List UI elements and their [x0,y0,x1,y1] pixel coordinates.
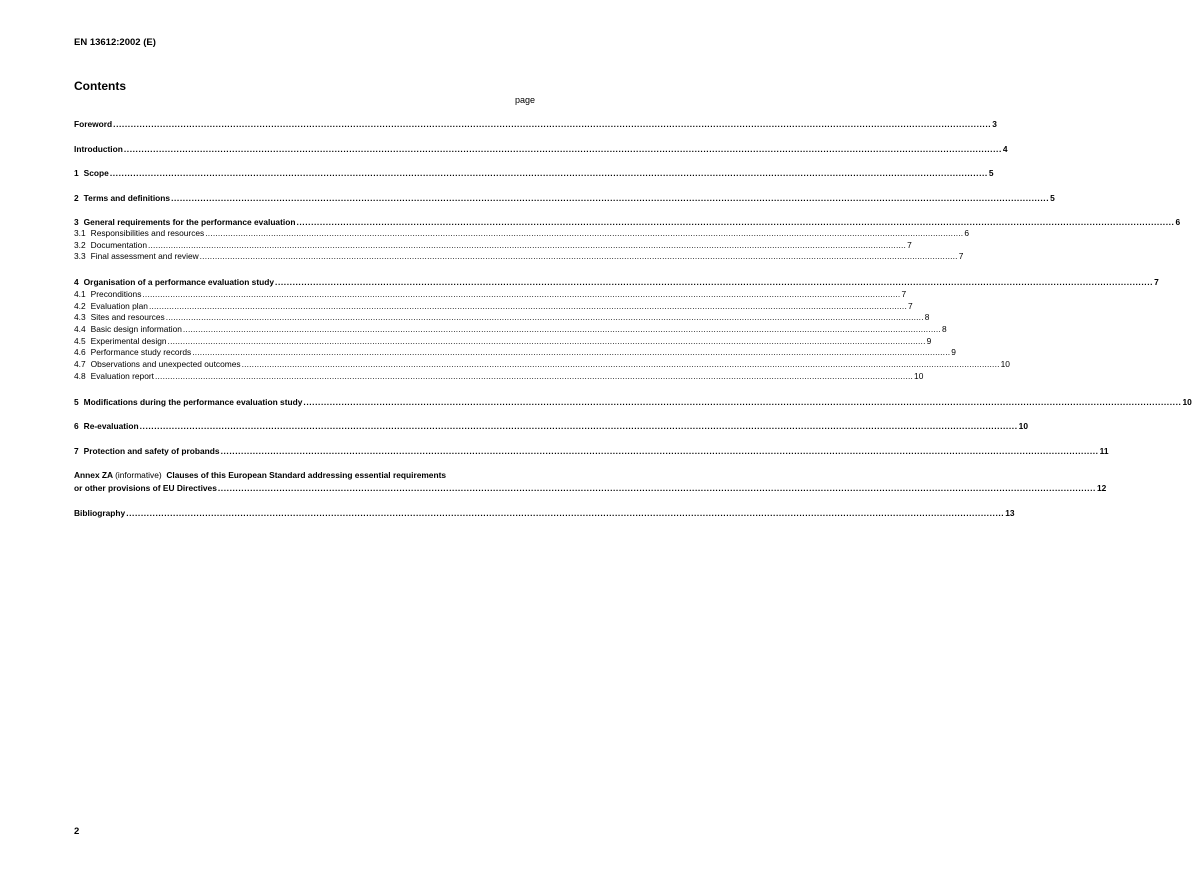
toc-page: 5 [988,168,994,178]
toc-leader: ............................................................................................................................................................................................................................................................................................................ [113,119,992,129]
toc-entry-4-5[interactable] [74,336,932,346]
toc-page: 5 [1050,193,1055,203]
toc-leader: ............................................................................................................................................................................................................................................................................................................ [182,324,941,334]
toc-page: 6 [964,228,969,238]
toc-leader: ............................................................................................................................................................................................................................................................................................................ [296,217,1175,227]
toc-title: Terms and definitions [83,193,171,203]
annex-informative: (informative) [115,470,162,480]
toc-title: Evaluation report [90,371,154,381]
toc-title: Scope [83,168,109,178]
toc-entry-4-6[interactable] [74,347,956,357]
toc-number: 5 [74,397,79,407]
toc-leader: ............................................................................................................................................................................................................................................................................................................ [167,336,926,346]
annex-label: Annex ZA [74,470,113,480]
toc-page: 7 [908,301,913,311]
toc-leader: ............................................................................................................................................................................................................................................................................................................ [171,193,1050,203]
toc-entry-4-3[interactable] [74,312,930,322]
toc-title: Modifications during the performance evaluation study [83,397,303,407]
toc-title: Protection and safety of probands [83,446,220,456]
toc-number: 3.1 [74,228,86,238]
toc-page: 7 [1154,277,1159,287]
toc-page: 10 [1018,421,1028,431]
toc-entry-4-2[interactable] [74,301,913,311]
toc-entry-bibliography[interactable] [74,508,1015,518]
toc-leader: ............................................................................................................................................................................................................................................................................................................ [199,251,958,261]
toc-number: 3 [74,217,79,227]
toc-entry-7[interactable] [74,446,1109,456]
toc-entry-4-8[interactable] [74,371,924,381]
toc-leader: ............................................................................................................................................................................................................................................................................................................ [165,312,924,322]
toc-page: 12 [1096,483,1107,493]
toc-title: Re-evaluation [83,421,139,431]
toc-title: Evaluation plan [90,301,148,311]
toc-number: 4.5 [74,336,86,346]
toc-page: 10 [914,371,924,381]
toc-page: 3 [992,119,997,129]
toc-entry-4[interactable] [74,277,1159,287]
toc-entry-3-3[interactable] [74,251,964,261]
toc-title: Basic design information [90,324,182,334]
toc-number: 6 [74,421,79,431]
toc-title: Sites and resources [90,312,165,322]
toc-title: Final assessment and review [90,251,199,261]
toc-title: Documentation [90,240,147,250]
toc-leader: ............................................................................................................................................................................................................................................................................................................ [123,144,1002,154]
toc-number: 3.2 [74,240,86,250]
toc-entry-3-1[interactable] [74,228,969,238]
toc-number: 1 [74,168,79,178]
toc-number: 3.3 [74,251,86,261]
toc-entry-2[interactable] [74,193,1055,203]
toc-entry-6[interactable] [74,421,1028,431]
toc-title: Observations and unexpected outcomes [90,359,241,369]
toc-leader: ............................................................................................................................................................................................................................................................................................................ [142,289,901,299]
toc-entry-4-4[interactable] [74,324,947,334]
annex-title-line1: Clauses of this European Standard addressing essential requirements [166,470,447,480]
toc-entry-introduction[interactable] [74,144,1008,154]
toc-entry-1[interactable] [74,168,994,178]
toc-entry-foreword[interactable] [74,119,997,129]
toc-title: Performance study records [90,347,192,357]
toc-leader: ............................................................................................................................................................................................................................................................................................................ [139,421,1018,431]
toc-number: 4.3 [74,312,86,322]
toc-page: 6 [1175,217,1181,227]
toc-page: 11 [1099,446,1109,456]
toc-leader: ............................................................................................................................................................................................................................................................................................................ [303,397,1182,407]
toc-leader: ............................................................................................................................................................................................................................................................................................................ [148,240,907,250]
toc-title: Foreword [74,119,113,129]
annex-title-line2: or other provisions of EU Directives [74,483,217,493]
toc-leader: ............................................................................................................................................................................................................................................................................................................ [148,301,907,311]
toc-entry-3-2[interactable] [74,240,912,250]
document-id: EN 13612:2002 (E) [74,37,156,48]
page-number: 2 [74,826,80,837]
toc-leader: ............................................................................................................................................................................................................................................................................................................ [241,359,1000,369]
toc-page: 10 [1182,397,1192,407]
toc-number: 4.2 [74,301,86,311]
toc-title: Preconditions [90,289,142,299]
toc-leader: ............................................................................................................................................................................................................................................................................................................ [220,446,1099,456]
toc-leader: ............................................................................................................................................................................................................................................................................................................ [154,371,914,381]
toc-number: 7 [74,446,79,456]
toc-page: 9 [926,336,932,346]
toc-entry-4-1[interactable] [74,289,907,299]
toc-entry-annex-za[interactable] [74,483,1107,493]
toc-title: Introduction [74,144,123,154]
toc-number: 4.4 [74,324,86,334]
toc-title: General requirements for the performance evaluation [83,217,296,227]
toc-page: 7 [901,289,907,299]
toc-page: 9 [951,347,956,357]
toc-title: Bibliography [74,508,126,518]
toc-page: 7 [907,240,912,250]
toc-number: 4.8 [74,371,86,381]
toc-entry-4-7[interactable] [74,359,1010,369]
toc-entry-annex-za-line1[interactable] [74,470,545,480]
toc-leader: ............................................................................................................................................................................................................................................................................................................ [217,483,1096,493]
toc-page: 7 [958,251,964,261]
page-column-label: page [515,95,536,105]
toc-leader: ............................................................................................................................................................................................................................................................................................................ [275,277,1154,287]
toc-number: 4 [74,277,79,287]
toc-number: 2 [74,193,79,203]
contents-title: Contents [74,79,126,93]
toc-page: 10 [1000,359,1010,369]
toc-title: Experimental design [90,336,167,346]
toc-number: 4.6 [74,347,86,357]
toc-leader: ............................................................................................................................................................................................................................................................................................................ [109,168,988,178]
toc-title: Responsibilities and resources [90,228,205,238]
toc-number: 4.1 [74,289,86,299]
toc-number: 4.7 [74,359,86,369]
toc-entry-5[interactable] [74,397,1192,407]
toc-leader: ............................................................................................................................................................................................................................................................................................................ [192,347,951,357]
toc-leader: ............................................................................................................................................................................................................................................................................................................ [126,508,1005,518]
toc-page: 8 [924,312,930,322]
toc-entry-3[interactable] [74,217,1181,227]
toc-title: Organisation of a performance evaluation study [83,277,275,287]
toc-page: 13 [1005,508,1015,518]
toc-leader: ............................................................................................................................................................................................................................................................................................................ [205,228,964,238]
toc-page: 4 [1002,144,1008,154]
toc-page: 8 [941,324,947,334]
